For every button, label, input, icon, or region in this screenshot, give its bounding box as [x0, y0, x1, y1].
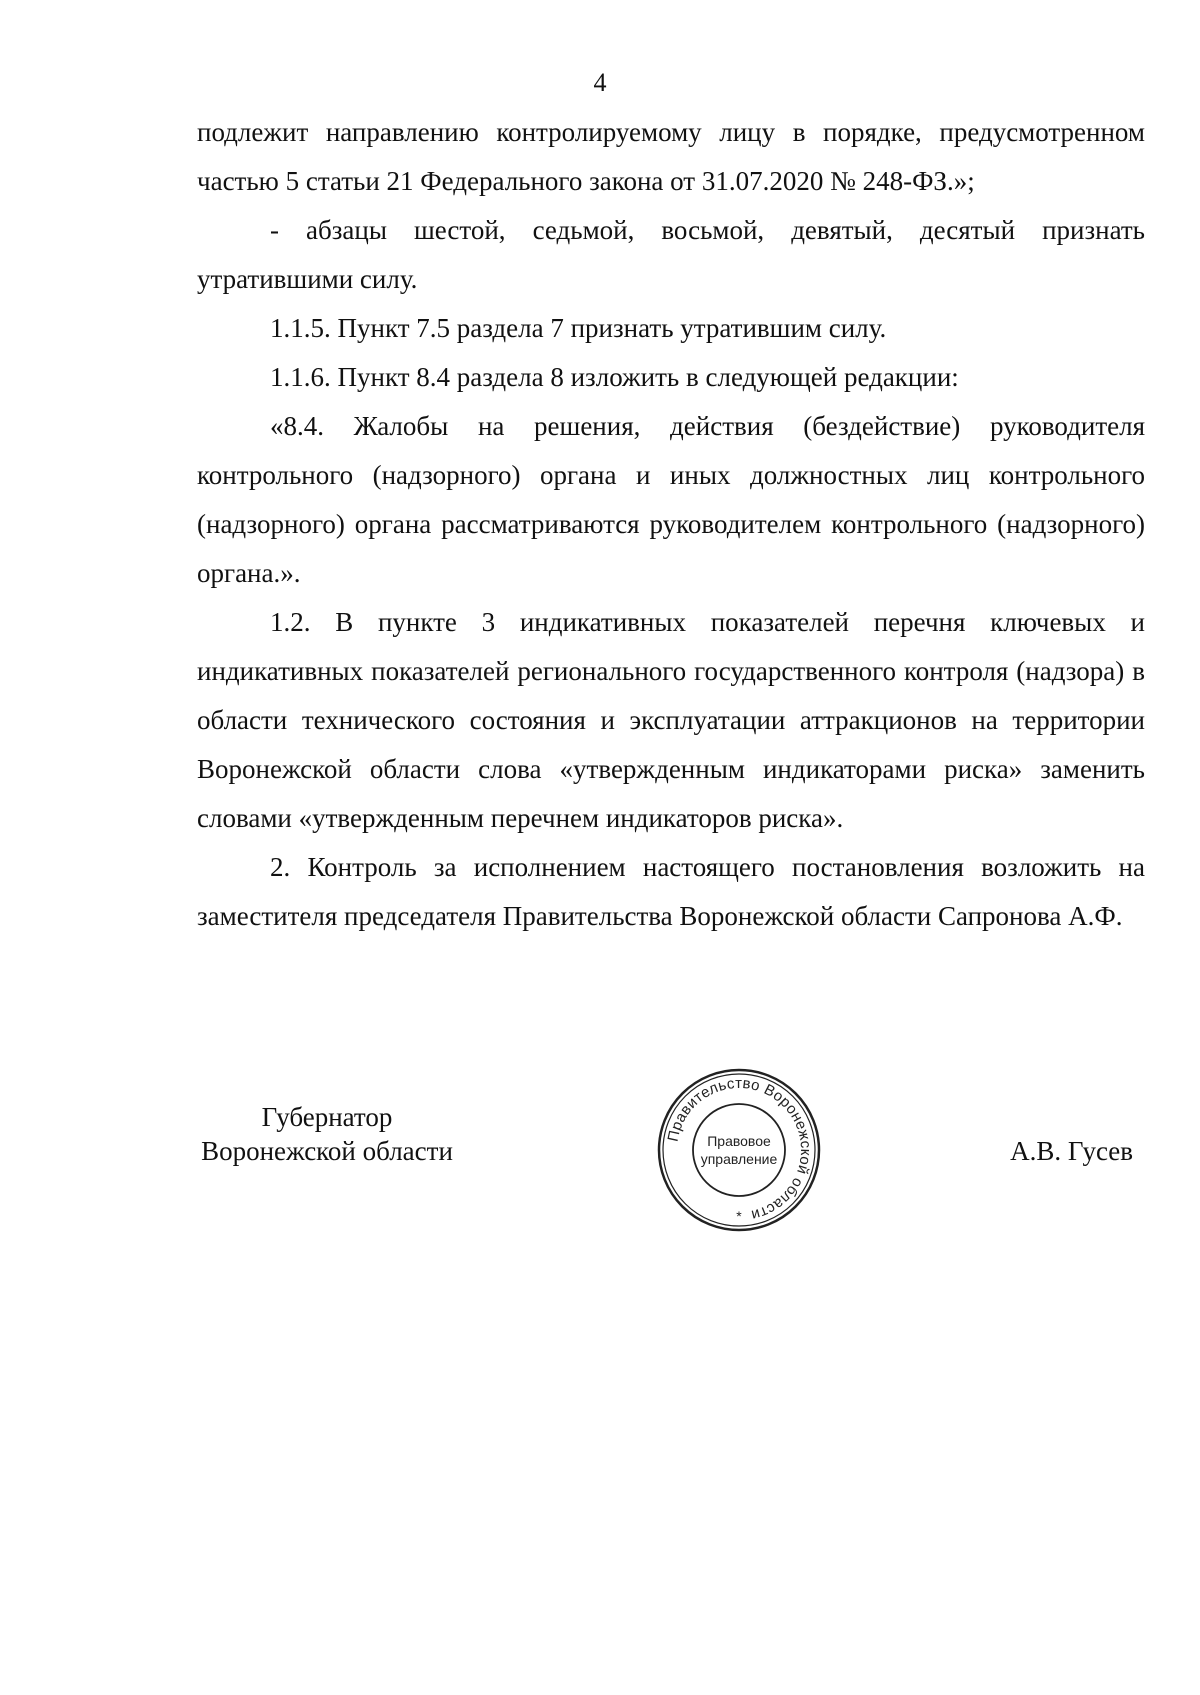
- paragraph-1-1-6: 1.1.6. Пункт 8.4 раздела 8 изложить в следующей редакции:: [270, 362, 959, 392]
- stamp-inner-line-1: Правовое: [707, 1133, 771, 1149]
- stamp-outer-ring: [659, 1070, 819, 1230]
- stamp-inner-ring: [693, 1104, 785, 1196]
- paragraph-1-2: 1.2. В пункте 3 индикативных показателей перечня ключевых и индикативных показателей регионального государственного контроля (надзора) в области технического состояния и эксплуатации аттракционов на территории Воронежской области слова «утвержденным индикаторами риска» заменить словами «утвержденным перечнем индикаторов риска».: [197, 607, 1145, 833]
- signatory-title-line-2: Воронежской области: [201, 1136, 453, 1166]
- stamp-middle-ring: [663, 1074, 815, 1226]
- page-number: 4: [593, 68, 607, 97]
- signatory-title-line-1: Губернатор: [261, 1102, 393, 1132]
- paragraph-continuation: подлежит направлению контролируемому лицу в порядке, предусмотренном частью 5 статьи 21 Федерального закона от 31.07.2020 № 248-ФЗ.»;: [197, 117, 1145, 196]
- paragraph-1-1-5: 1.1.5. Пункт 7.5 раздела 7 признать утратившим силу.: [270, 313, 887, 343]
- signatory-title: [197, 1100, 457, 1168]
- signatory-name: А.В. Гусев: [1010, 1136, 1133, 1166]
- official-stamp: [654, 1065, 824, 1235]
- stamp-star: *: [736, 1208, 742, 1224]
- paragraph-abzatsy: - абзацы шестой, седьмой, восьмой, девятый, десятый признать утратившими силу.: [197, 215, 1145, 294]
- stamp-outer-text: Правительство Воронежской области: [664, 1074, 815, 1224]
- document-body: [197, 108, 1145, 941]
- paragraph-2: 2. Контроль за исполнением настоящего постановления возложить на заместителя председателя Правительства Воронежской области Сапронова А.Ф.: [197, 852, 1145, 931]
- stamp-inner-line-2: управление: [700, 1151, 778, 1167]
- paragraph-8-4: «8.4. Жалобы на решения, действия (бездействие) руководителя контрольного (надзорного) органа и иных должностных лиц контрольного (надзорного) органа рассматриваются руководителем контрольного (надзорного) органа.».: [197, 411, 1145, 588]
